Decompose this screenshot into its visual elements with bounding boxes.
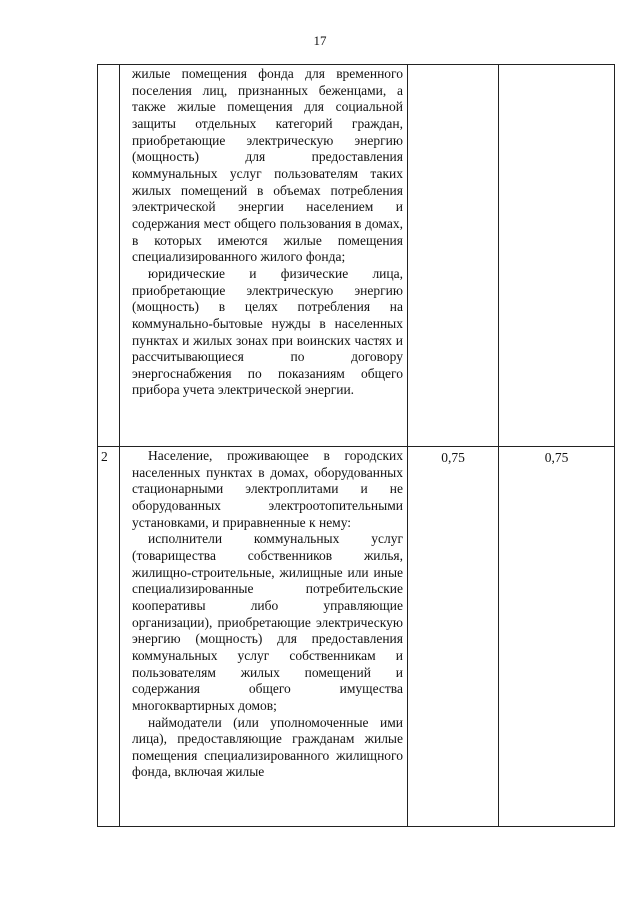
value-cell-2 <box>499 65 615 447</box>
value-2: 0,75 <box>544 450 569 465</box>
value-2 <box>499 65 614 68</box>
value-cell-1 <box>408 65 499 447</box>
description-cell <box>120 447 408 827</box>
value-cell-2 <box>499 447 615 827</box>
description-paragraph: Население, проживающее в городских населенных пунктах в домах, оборудованных стационарными электроплитами и не оборудованных электроотопительными установками, и приравненные к нему: <box>132 448 403 530</box>
value-cell-1 <box>408 447 499 827</box>
tariff-table <box>97 64 615 827</box>
table-row <box>98 65 615 447</box>
description-paragraph: исполнители коммунальных услуг (товарищества собственников жилья, жилищно-строительные, жилищные или иные специализированные потребительские кооперативы либо управляющие организации), приобретающие электрическую энергию (мощность) для предоставления коммунальных услуг собственникам и пользователям жилых помещений и содержания общего имущества многоквартирных домов; <box>132 531 403 713</box>
row-number-cell <box>98 447 120 827</box>
description-paragraph: юридические и физические лица, приобретающие электрическую энергию (мощность) в целях потребления на коммунально-бытовые нужды в населенных пунктах и жилых зонах при воинских частях и рассчитывающиеся по договору энергоснабжения по показаниям общего прибора учета электрической энергии. <box>132 265 403 398</box>
page-number: 17 <box>313 33 327 48</box>
description-cell <box>120 65 408 447</box>
table-row <box>98 447 615 827</box>
row-number-cell <box>98 65 120 447</box>
row-number: 2 <box>101 449 108 464</box>
value-1: 0,75 <box>441 450 465 465</box>
description-paragraph: жилые помещения фонда для временного поселения лиц, признанных беженцами, а также жилые помещения для социальной защиты отдельных категорий граждан, приобретающие электрическую энергию (мощность) для предоставления коммунальных услуг пользователям таких жилых помещений в объемах потребления электрической энергии населением и содержания мест общего пользования в домах, в которых имеются жилые помещения специализированного жилого фонда; <box>132 66 403 265</box>
description-paragraph: наймодатели (или уполномоченные ими лица), предоставляющие гражданам жилые помещения специализированного жилищного фонда, включая жилые <box>132 714 403 780</box>
value-1 <box>408 65 498 68</box>
row-number <box>98 65 119 67</box>
